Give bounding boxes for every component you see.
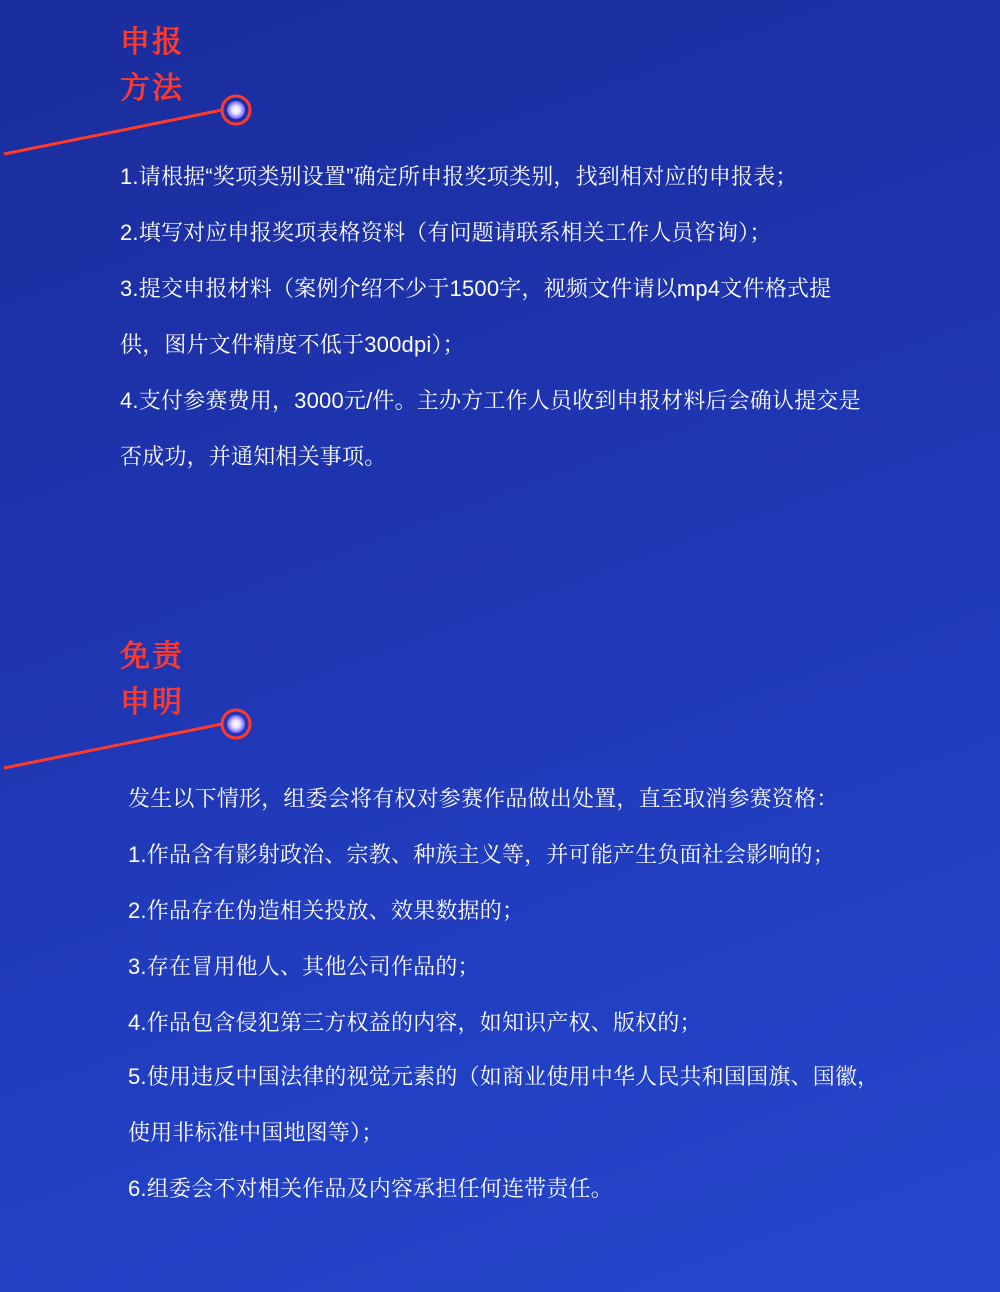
paragraph: 3.存在冒用他人、其他公司作品的； [128,954,480,979]
paragraph: 1.请根据“奖项类别设置”确定所申报奖项类别，找到相对应的申报表； [120,164,798,189]
glow-dot-icon [227,101,245,119]
paragraph: 2.填写对应申报奖项表格资料（有问题请联系相关工作人员咨询）； [120,220,772,245]
section-title-line-1: 免责 [120,639,184,674]
decorative-pointer-line [0,90,260,150]
paragraph: 3.提交申报材料（案例介绍不少于1500字，视频文件请以mp4文件格式提 [120,276,832,301]
section-title-line-2: 方法 [120,71,184,106]
paragraph: 5.使用违反中国法律的视觉元素的（如商业使用中华人民共和国国旗、国徽， [128,1064,880,1089]
section-application-method [0,0,1000,520]
paragraph: 2.作品存在伪造相关投放、效果数据的； [128,898,525,923]
paragraph: 4.作品包含侵犯第三方权益的内容，如知识产权、版权的； [128,1010,702,1035]
section-title-line-2: 申明 [120,685,184,720]
decorative-pointer-line [0,704,260,764]
paragraph: 否成功，并通知相关事项。 [120,444,387,469]
paragraph: 使用非标准中国地图等）； [128,1120,384,1145]
paragraph: 4.支付参赛费用，3000元/件。主办方工作人员收到申报材料后会确认提交是 [120,388,861,413]
paragraph: 发生以下情形，组委会将有权对参赛作品做出处置，直至取消参赛资格： [128,786,839,811]
section-title-line-1: 申报 [120,25,184,60]
paragraph: 1.作品含有影射政治、宗教、种族主义等，并可能产生负面社会影响的； [128,842,835,867]
paragraph: 供，图片文件精度不低于300dpi）； [120,332,465,357]
section-disclaimer [0,630,1000,1250]
paragraph: 6.组委会不对相关作品及内容承担任何连带责任。 [128,1176,613,1201]
glow-dot-icon [227,715,245,733]
